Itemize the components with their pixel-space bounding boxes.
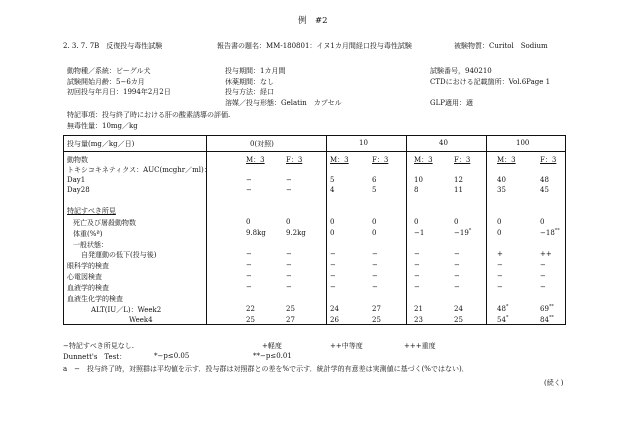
row-label: Day1 bbox=[67, 176, 86, 184]
table-divider bbox=[486, 135, 487, 325]
info-recovery-period: 休薬期間：なし bbox=[225, 78, 274, 86]
info-vehicle: 溶媒／投与形態：Gelatin カプセル bbox=[225, 99, 342, 107]
continued-mark: (続く) bbox=[544, 379, 564, 387]
legend-none: −特記すべき所見なし. bbox=[63, 342, 134, 350]
sex-count: F：3 bbox=[540, 156, 557, 164]
table-cell: − bbox=[372, 261, 378, 269]
table-cell: − bbox=[497, 261, 503, 269]
info-glp: GLP適用：適 bbox=[430, 99, 473, 107]
row-label: 特記すべき所見 bbox=[67, 207, 116, 215]
dose-40: 40 bbox=[439, 139, 448, 147]
table-cell: 4 bbox=[330, 186, 335, 194]
table-cell: 5 bbox=[330, 176, 335, 184]
table-cell: 0 bbox=[540, 218, 545, 226]
table-cell: 22 bbox=[246, 305, 255, 313]
footnote-a: a − 投与終了時，対照群は平均値を示す．投与群は対照群との差を%で示す．統計学的有意差は実測値に基づく(%ではない)． bbox=[63, 365, 469, 373]
table-cell: − bbox=[246, 272, 252, 280]
table-cell: 0 bbox=[330, 229, 335, 237]
info-dosing-period: 投与期間：1カ月間 bbox=[225, 67, 286, 75]
table-cell: − bbox=[286, 261, 292, 269]
dunnett-p01: **−p≤0.01 bbox=[253, 352, 292, 360]
table-cell: 25 bbox=[286, 305, 295, 313]
table-cell: − bbox=[497, 283, 503, 291]
table-cell: − bbox=[372, 250, 378, 258]
table-cell: − bbox=[330, 261, 336, 269]
table-divider bbox=[206, 135, 207, 325]
table-cell: − bbox=[454, 283, 460, 291]
info-species: 動物種／系統：ビーグル犬 bbox=[67, 67, 151, 75]
toxicokinetics-label: トキシコキネティクス：AUC(mcghr／ml)： bbox=[67, 166, 211, 174]
dose-100: 100 bbox=[516, 139, 530, 147]
table-cell: − bbox=[540, 283, 546, 291]
table-cell: − bbox=[540, 261, 546, 269]
row-label: Day28 bbox=[67, 186, 90, 194]
table-cell: 9.2kg bbox=[286, 229, 306, 237]
table-cell: 11 bbox=[454, 186, 463, 194]
table-cell: 5 bbox=[372, 186, 377, 194]
table-cell: 54* bbox=[497, 314, 509, 324]
sex-count: M：3 bbox=[246, 156, 265, 164]
table-header-divider bbox=[63, 151, 566, 152]
table-cell: − bbox=[330, 250, 336, 258]
table-cell: 0 bbox=[246, 218, 251, 226]
legend-moderate: ++中等度 bbox=[330, 342, 363, 350]
table-cell: − bbox=[246, 261, 252, 269]
sex-count: F：3 bbox=[286, 156, 303, 164]
table-cell: 48 bbox=[540, 176, 549, 184]
table-cell: 40 bbox=[497, 176, 506, 184]
table-cell: 6 bbox=[372, 176, 377, 184]
table-cell: 69** bbox=[540, 303, 554, 313]
table-cell: 25 bbox=[372, 316, 381, 324]
page-title: 例 #2 bbox=[298, 16, 328, 26]
info-route: 投与方法：経口 bbox=[225, 88, 274, 96]
table-cell: 9.8kg bbox=[246, 229, 266, 237]
table-cell: 0 bbox=[497, 229, 502, 237]
row-label: Week4 bbox=[129, 316, 153, 324]
table-cell: ++ bbox=[540, 250, 552, 258]
info-special-notes: 特記事項：投与終了時における肝の酸素誘導の評価. bbox=[67, 111, 231, 119]
dose-header: 投与量(mg／kg／日) bbox=[67, 140, 135, 148]
table-cell: − bbox=[540, 272, 546, 280]
table-cell: − bbox=[286, 176, 292, 184]
table-cell: 25 bbox=[246, 316, 255, 324]
row-label: 血液生化学的検査 bbox=[67, 295, 123, 303]
row-label: 眼科学的検査 bbox=[67, 262, 109, 270]
table-cell: 26 bbox=[330, 316, 339, 324]
table-cell: + bbox=[497, 250, 503, 258]
table-divider bbox=[326, 135, 327, 325]
table-cell: 21 bbox=[414, 305, 423, 313]
table-cell: 84** bbox=[540, 314, 554, 324]
table-cell: − bbox=[454, 272, 460, 280]
info-first-dose-date: 初回投与年月日：1994年2月2日 bbox=[67, 88, 171, 96]
table-cell: 27 bbox=[372, 305, 381, 313]
table-cell: 35 bbox=[497, 186, 506, 194]
legend-mild: +軽度 bbox=[262, 342, 282, 350]
row-label: 体重(%ª) bbox=[73, 230, 103, 238]
table-cell: − bbox=[330, 272, 336, 280]
row-label: 自発運動の低下(投与後) bbox=[81, 251, 157, 259]
sex-count: M：3 bbox=[497, 156, 516, 164]
animals-label: 動物数 bbox=[67, 156, 88, 164]
table-cell: − bbox=[246, 283, 252, 291]
table-cell: − bbox=[414, 283, 420, 291]
table-cell: − bbox=[372, 272, 378, 280]
table-cell: − bbox=[414, 272, 420, 280]
table-cell: − bbox=[286, 272, 292, 280]
report-title: 報告書の題名：MM-180801：イヌ1カ月間経口投与毒性試験 bbox=[217, 42, 412, 50]
table-cell: −19* bbox=[454, 227, 472, 237]
table-cell: − bbox=[246, 250, 252, 258]
table-cell: 12 bbox=[454, 176, 463, 184]
table-cell: − bbox=[330, 283, 336, 291]
table-cell: − bbox=[286, 186, 292, 194]
table-cell: − bbox=[246, 176, 252, 184]
table-cell: −1 bbox=[414, 229, 425, 237]
row-label: 死亡及び屠殺動物数 bbox=[73, 219, 136, 227]
table-cell: − bbox=[497, 272, 503, 280]
table-cell: 25 bbox=[454, 316, 463, 324]
row-label: ALT(IU／L)：Week2 bbox=[91, 306, 162, 314]
info-ctd-location: CTDにおける記載箇所：Vol.6Page 1 bbox=[430, 78, 551, 86]
test-article: 被験物質：Curitol Sodium bbox=[454, 42, 548, 50]
dunnett-label: Dunnett's Test： bbox=[63, 353, 127, 361]
sex-count: F：3 bbox=[372, 156, 389, 164]
info-study-number: 試験番号，940210 bbox=[430, 67, 492, 75]
table-cell: 48* bbox=[497, 303, 509, 313]
table-cell: 27 bbox=[286, 316, 295, 324]
table-cell: − bbox=[372, 283, 378, 291]
dunnett-p05: *−p≤0.05 bbox=[154, 352, 190, 360]
row-label: 血液学的検査 bbox=[67, 284, 109, 292]
table-cell: 0 bbox=[330, 218, 335, 226]
table-cell: − bbox=[454, 261, 460, 269]
info-noael: 無毒性量：10mg／kg bbox=[67, 122, 138, 130]
table-cell: − bbox=[414, 250, 420, 258]
table-cell: − bbox=[246, 186, 252, 194]
table-cell: 0 bbox=[497, 218, 502, 226]
table-cell: 24 bbox=[330, 305, 339, 313]
table-cell: − bbox=[454, 250, 460, 258]
row-label: 心電図検査 bbox=[67, 273, 102, 281]
table-cell: −18** bbox=[540, 227, 560, 237]
table-cell: 0 bbox=[454, 218, 459, 226]
table-cell: 0 bbox=[372, 218, 377, 226]
table-cell: 8 bbox=[414, 186, 419, 194]
table-divider bbox=[406, 135, 407, 325]
table-cell: − bbox=[414, 261, 420, 269]
results-table bbox=[63, 135, 566, 325]
dose-control: 0(対照) bbox=[250, 140, 274, 148]
sex-count: M：3 bbox=[414, 156, 433, 164]
sex-count: M：3 bbox=[330, 156, 349, 164]
table-cell: 24 bbox=[454, 305, 463, 313]
table-cell: 23 bbox=[414, 316, 423, 324]
dose-10: 10 bbox=[359, 139, 368, 147]
table-cell: 45 bbox=[540, 186, 549, 194]
info-start-age: 試験開始月齢：5−6カ月 bbox=[67, 78, 145, 86]
sex-count: F：3 bbox=[454, 156, 471, 164]
table-cell: 10 bbox=[414, 176, 423, 184]
row-label: 一般状態： bbox=[73, 241, 108, 249]
section-heading: 2. 3. 7. 7B 反復投与毒性試験 bbox=[63, 42, 163, 50]
legend-severe: +++重度 bbox=[404, 342, 436, 350]
table-cell: − bbox=[286, 283, 292, 291]
table-cell: 0 bbox=[414, 218, 419, 226]
table-cell: 0 bbox=[286, 218, 291, 226]
table-cell: 0 bbox=[372, 229, 377, 237]
table-cell: − bbox=[286, 250, 292, 258]
